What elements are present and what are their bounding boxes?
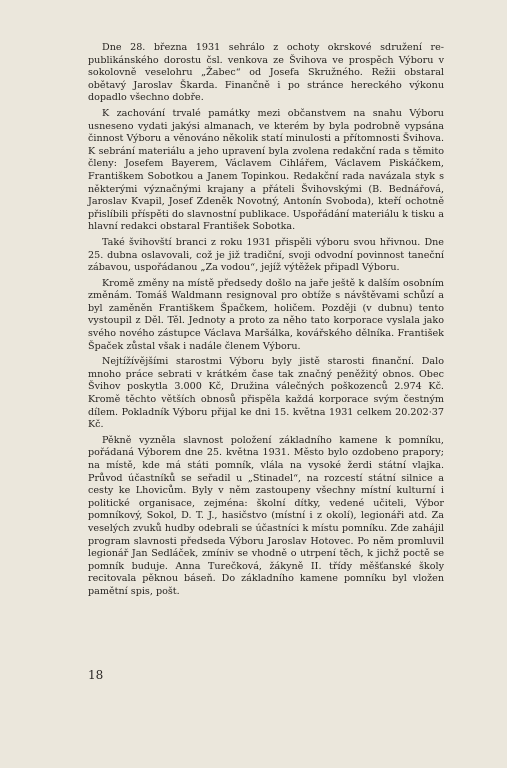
paragraph-6: Pěkně vyzněla slavnost položení základního kamene k pomníku, pořádaná Výborem dne 25. května 1931. Město bylo ozdobeno prapory; na místě, kde má státi pomník, vlála na vysoké žerdi státní vlajka. Průvod účastníků se seřadil u „Stinadel“, na rozcestí státní silnice a cesty ke Lhovicům. Byly v něm zastoupeny všechny místní kulturní i politické organisace, zejména: školní dítky, vedené učiteli, Výbor pomníkový, Sokol, D. T. J., hasičstvo (místní i z okolí), legionáři atd. Za veselých zvuků hudby odebrali se účastníci k místu pomníku. Zde zahájil program slavnosti předseda Výboru Jaroslav Hotovec. Po něm promluvil legionář Jan Sedláček, zmíniv se vhodně o utrpení těch, k jichž poctě se pomník buduje. Anna Turečková, žákyně II. třídy měšťanské školy recitovala pěknou báseň. Do základního kamene pomníku byl vložen pamětní spis, pošt. [88, 434, 444, 597]
paragraph-1: Dne 28. března 1931 sehrálo z ochoty okrskové sdružení republikánského dorostu čsl. venkova ze Švihova ve prospěch Výboru v sokolovně veselohru „Žabec“ od Josefa Skružného. Režii obstaral obětavý Jaroslav Škarda. Finančně i po stránce hereckého výkonu dopadlo všechno dobře. [88, 42, 444, 104]
paragraph-2: K zachování trvalé památky mezi občanstvem na snahu Výboru usneseno vydati jakýsi almanach, ve kterém by byla podrobně vypsána činnost Výboru a věnováno několik statí minulosti a přítomnosti Švihova. K sebrání materiálu a jeho upravení byla zvolena redakční rada s těmito členy: Josefem Bayerem, Václavem Cihlářem, Václavem Piskáčkem, Františkem Sobotkou a Janem Topinkou. Redakční rada navázala styk s některými význačnými krajany a přáteli Švihovskými (B. Bednářová, Jaroslav Kvapil, Josef Zdeněk Novotný, Antonín Svoboda), kteří ochotně přislíbili příspěti do slavnostní publikace. Uspořádání materiálu k tisku a hlavní redakci obstaral František Sobotka. [88, 107, 444, 233]
page-number: 18 [88, 668, 104, 682]
paragraph-4: Kromě změny na místě předsedy došlo na jaře ještě k dalším osobním změnám. Tomáš Waldmann resignoval pro obtíže s návštěvami schůzí a byl zaměněn Františkem Špačkem, holičem. Později (v dubnu) tento vystoupil z Děl. Těl. Jednoty a proto za něho tato korporace vyslala jako svého nového zástupce Václava Maršálka, kovářského dělníka. František Špaček zůstal však i nadále členem Výboru. [88, 277, 444, 352]
paragraph-5: Nejtížívějšími starostmi Výboru byly jistě starosti finanční. Dalo mnoho práce sebrati v krátkém čase tak značný peněžitý obnos. Obec Švihov poskytla 3.000 Kč, Družina válečných poškozenců 2.974 Kč. Kromě těchto větších obnosů přispěla každá korporace svým čestným dílem. Pokladník Výboru přijal ke dni 15. května 1931 celkem 20.202·37 Kč. [88, 356, 444, 431]
body-text [88, 42, 444, 602]
paragraph-3: Také švihovští branci z roku 1931 přispěli výboru svou hřivnou. Dne 25. dubna oslavovali, což je již tradiční, svoji odvodní povinnost taneční zábavou, uspořádanou „Za vodou“, jejíž výtěžek připadl Výboru. [88, 236, 444, 274]
